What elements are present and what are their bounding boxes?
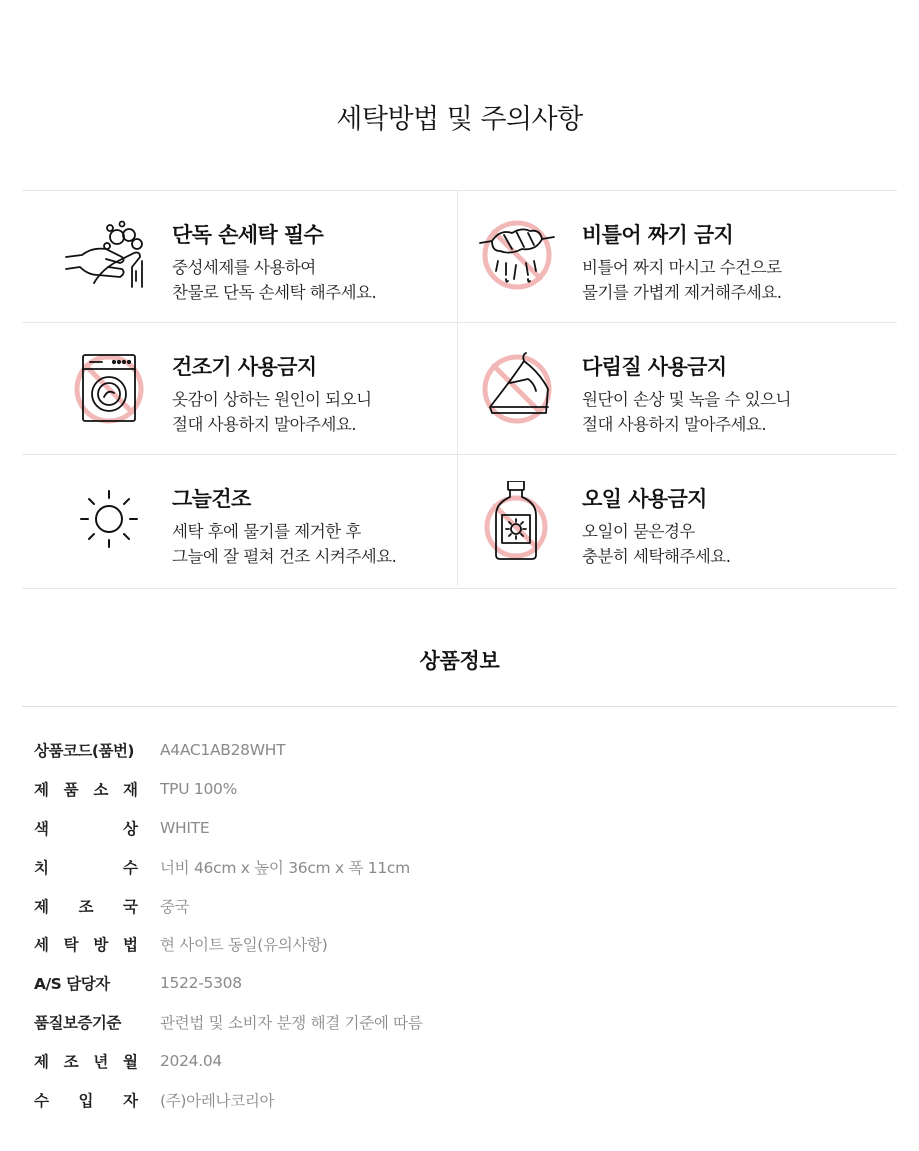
no-dryer-icon xyxy=(62,349,152,429)
care-item-description xyxy=(172,255,376,305)
product-info-label: 제 조 년 월 xyxy=(34,1052,138,1071)
care-item-description xyxy=(582,387,791,437)
product-info-row xyxy=(34,1003,874,1042)
product-info-row xyxy=(34,886,874,925)
product-info-row xyxy=(34,964,874,1003)
care-item-title: 다림질 사용금지 xyxy=(582,355,727,379)
section-divider xyxy=(22,706,897,707)
care-item-description xyxy=(172,387,372,437)
product-info-row xyxy=(34,847,874,886)
product-info-label: 치 수 xyxy=(34,858,138,877)
care-item-desc-line: 찬물로 단독 손세탁 해주세요. xyxy=(172,283,377,302)
product-info-label: 세 탁 방 법 xyxy=(34,936,138,955)
product-info-value: 현 사이트 동일(유의사항) xyxy=(160,936,328,955)
care-item-description xyxy=(582,519,730,569)
care-item-title: 단독 손세탁 필수 xyxy=(172,223,324,247)
care-item-desc-line: 충분히 세탁해주세요. xyxy=(582,547,731,566)
product-info-value: A4AC1AB28WHT xyxy=(160,741,286,760)
care-item-no-iron xyxy=(458,323,897,455)
no-iron-icon xyxy=(472,349,562,429)
product-info-table xyxy=(34,731,874,1119)
hand-wash-icon xyxy=(62,217,152,297)
care-item-description xyxy=(172,519,396,569)
product-info-label: 수 입 자 xyxy=(34,1091,138,1110)
care-item-no-wring xyxy=(458,191,897,323)
care-item-desc-line: 절대 사용하지 말아주세요. xyxy=(582,415,767,434)
no-oil-icon xyxy=(472,481,562,561)
care-item-description xyxy=(582,255,782,305)
care-section-title: 세탁방법 및 주의사항 xyxy=(336,104,583,135)
care-item-desc-line: 중성세제를 사용하여 xyxy=(172,258,316,277)
product-info-row xyxy=(34,731,874,770)
care-item-desc-line: 물기를 가볍게 제거해주세요. xyxy=(582,283,782,302)
care-item-title: 건조기 사용금지 xyxy=(172,355,317,379)
care-item-desc-line: 절대 사용하지 말아주세요. xyxy=(172,415,357,434)
product-info-value: TPU 100% xyxy=(160,780,237,799)
product-info-value: 2024.04 xyxy=(160,1051,222,1070)
product-info-row xyxy=(34,809,874,848)
product-info-value: 관련법 및 소비자 분쟁 해결 기준에 따름 xyxy=(160,1013,423,1032)
product-info-title: 상품정보 xyxy=(419,649,500,673)
product-info-value: (주)아레나코리아 xyxy=(160,1091,275,1110)
care-item-desc-line: 원단이 손상 및 녹을 수 있으니 xyxy=(582,390,791,409)
product-info-label: 제 품 소 재 xyxy=(34,781,138,800)
care-item-no-dryer xyxy=(22,323,458,455)
care-item-desc-line: 오일이 묻은경우 xyxy=(582,522,695,541)
care-item-title: 그늘건조 xyxy=(172,487,251,511)
product-info-value: 너비 46cm x 높이 36cm x 폭 11cm xyxy=(160,858,410,877)
product-info-value: 중국 xyxy=(160,897,190,916)
care-item-hand-wash xyxy=(22,191,458,323)
product-info-label: 제 조 국 xyxy=(34,897,138,916)
product-info-label: 상품코드(품번) xyxy=(34,742,135,761)
care-instructions-grid xyxy=(22,190,897,589)
sun-icon xyxy=(62,481,152,561)
product-info-row xyxy=(34,1041,874,1080)
care-item-title: 비틀어 짜기 금지 xyxy=(582,223,734,247)
product-info-value: WHITE xyxy=(160,818,210,837)
product-info-label: 품질보증기준 xyxy=(34,1013,121,1032)
product-info-label: 색 상 xyxy=(34,819,138,838)
product-info-label: A/S 담당자 xyxy=(34,975,110,994)
no-wring-icon xyxy=(472,217,562,297)
care-item-desc-line: 그늘에 잘 펼쳐 건조 시켜주세요. xyxy=(172,547,397,566)
care-item-desc-line: 비틀어 짜지 마시고 수건으로 xyxy=(582,258,782,277)
care-item-desc-line: 세탁 후에 물기를 제거한 후 xyxy=(172,522,361,541)
product-info-row xyxy=(34,770,874,809)
care-item-no-oil xyxy=(458,455,897,586)
product-info-value: 1522-5308 xyxy=(160,974,242,993)
product-info-row xyxy=(34,1080,874,1119)
care-item-desc-line: 옷감이 상하는 원인이 되오니 xyxy=(172,390,372,409)
care-item-shade-dry xyxy=(22,455,458,586)
product-info-row xyxy=(34,925,874,964)
care-item-title: 오일 사용금지 xyxy=(582,487,707,511)
